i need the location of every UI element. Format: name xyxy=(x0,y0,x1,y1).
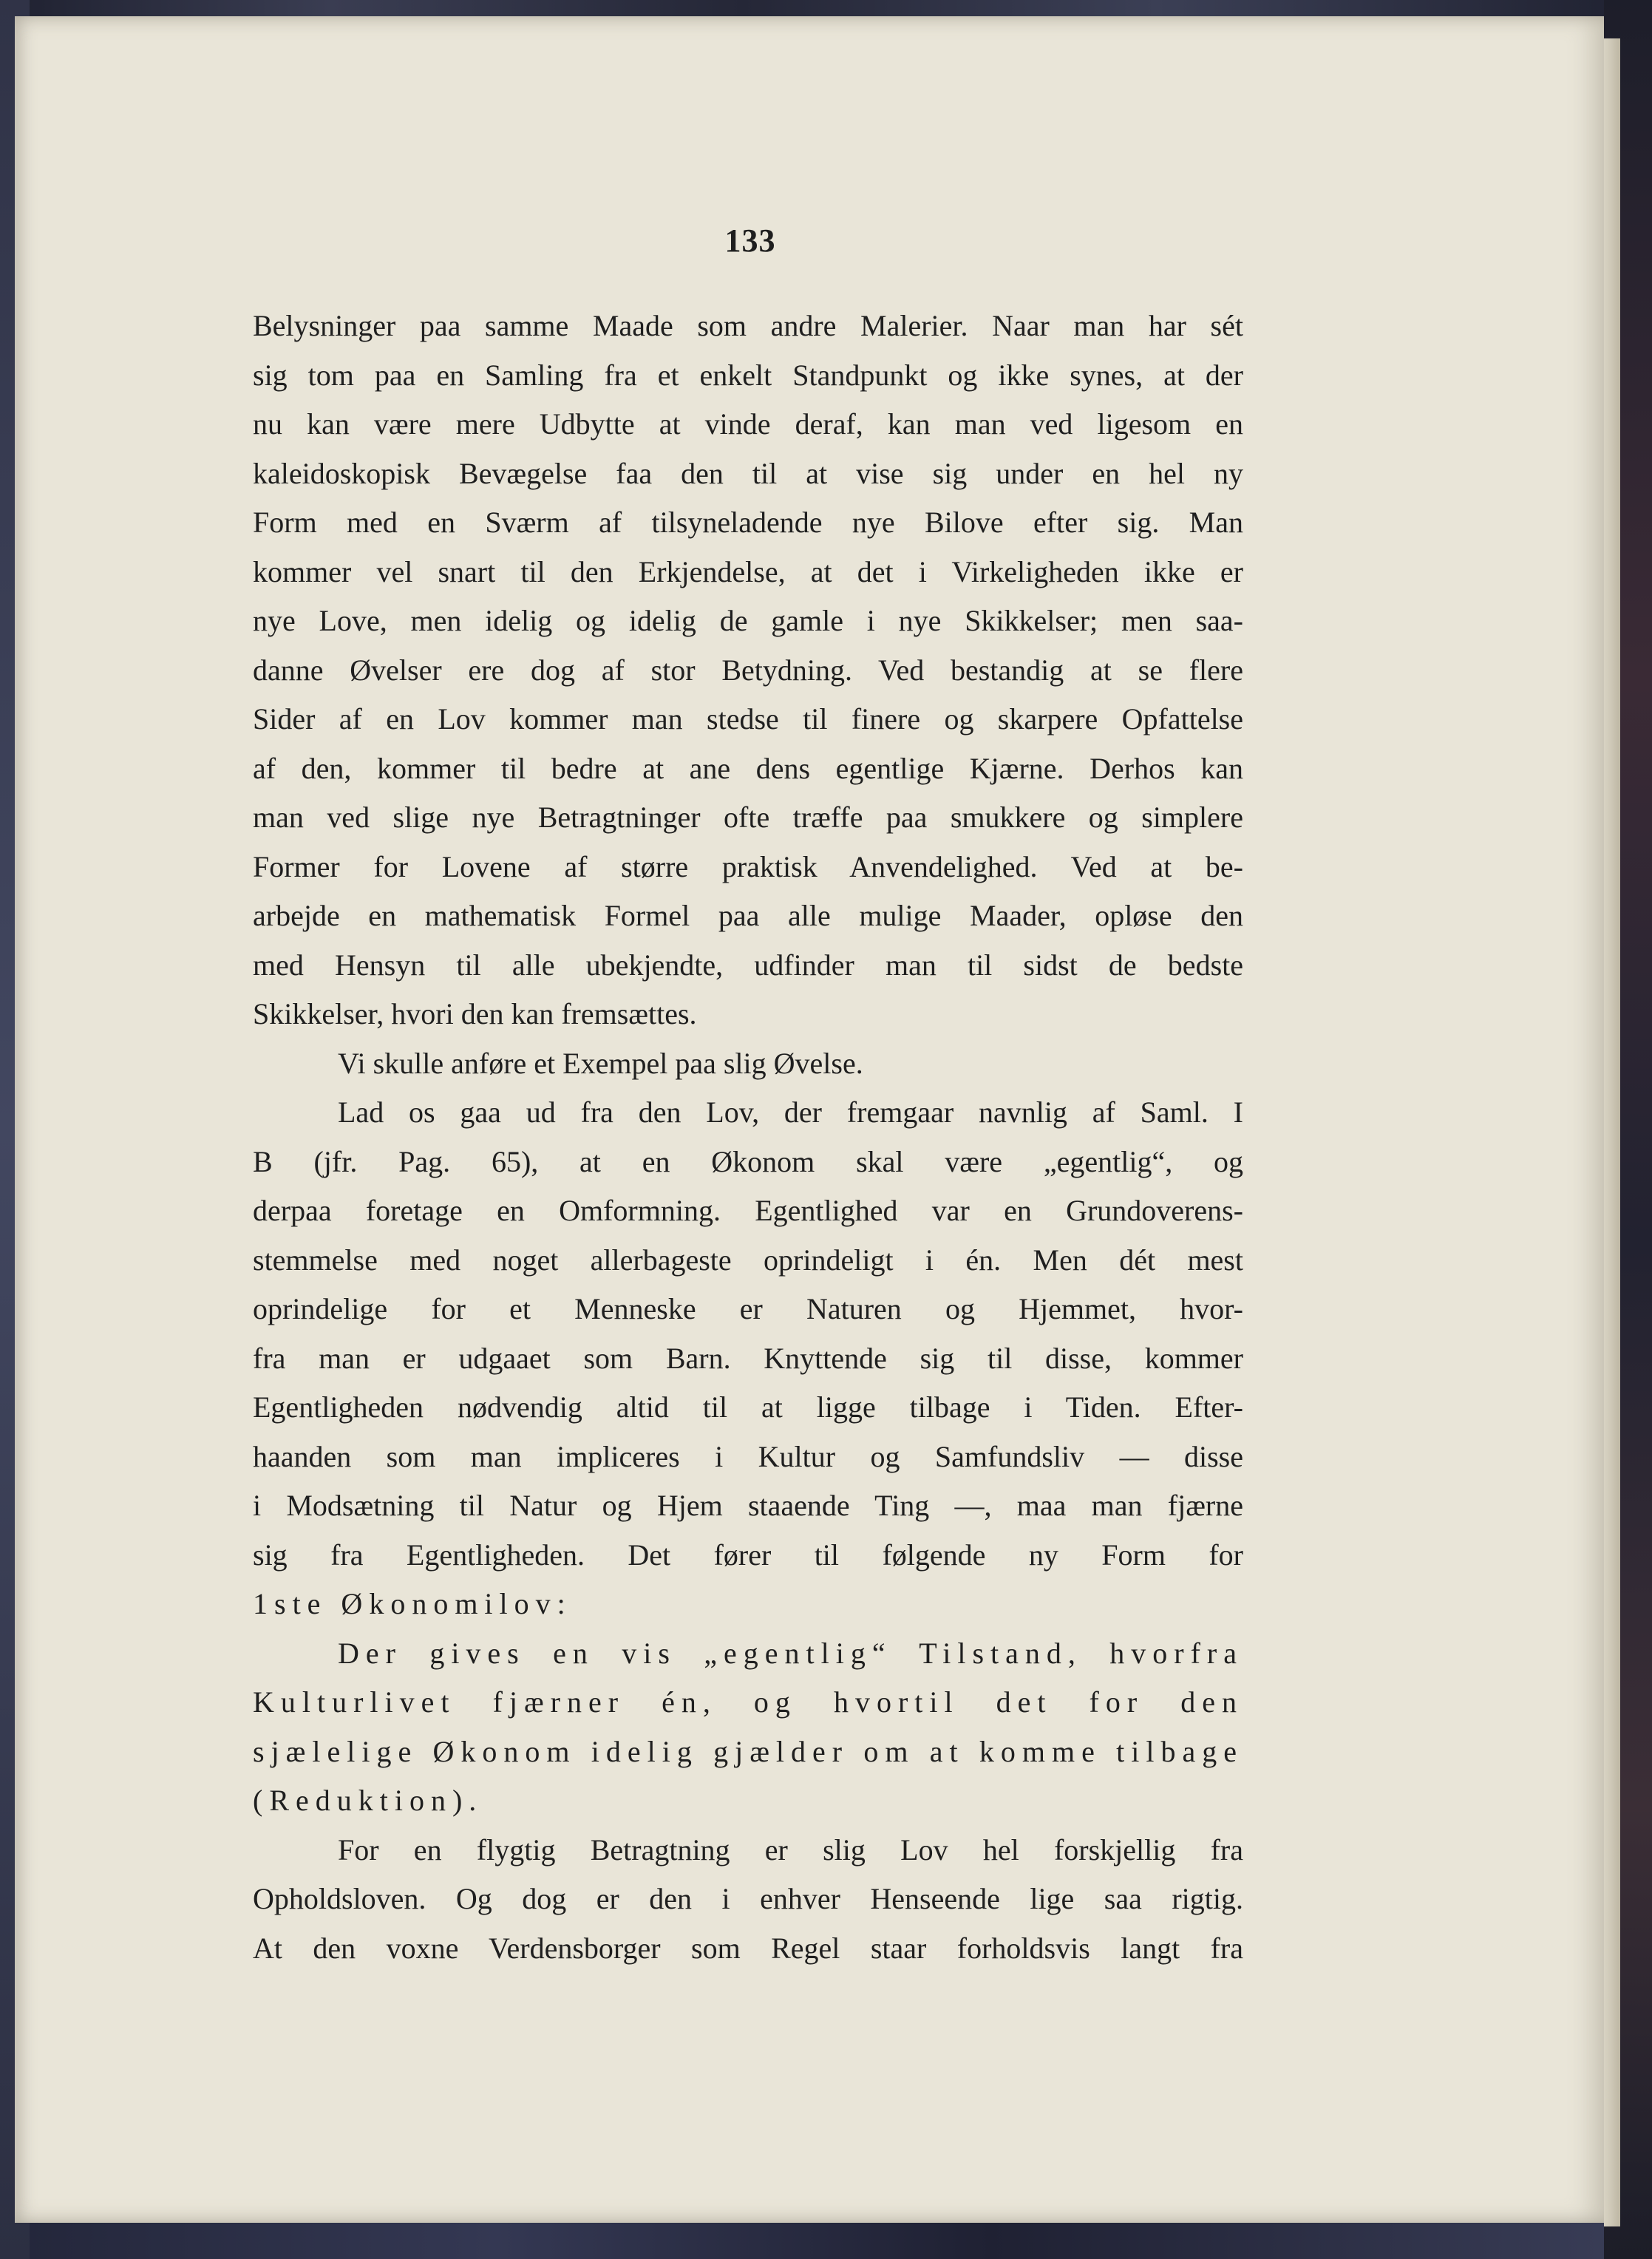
text-line: arbejde en mathematisk Formel paa alle mulige Maader, opløse den xyxy=(253,899,1243,932)
text-line: Der gives en vis „egentlig“ Tilstand, hvorfra xyxy=(338,1636,1243,1670)
book-page xyxy=(15,16,1604,2223)
text-line: Egentligheden nødvendig altid til at ligge tilbage i Tiden. Efter- xyxy=(253,1390,1243,1424)
text-line: Opholdsloven. Og dog er den i enhver Henseende lige saa rigtig. xyxy=(253,1882,1243,1915)
text-line: sig fra Egentligheden. Det fører til følgende ny Form for xyxy=(253,1538,1243,1572)
page-edge xyxy=(1604,38,1620,2226)
text-line: At den voxne Verdensborger som Regel staar forholdsvis langt fra xyxy=(253,1931,1243,1965)
text-line: sig tom paa en Samling fra et enkelt Standpunkt og ikke synes, at der xyxy=(253,358,1243,392)
text-line: af den, kommer til bedre at ane dens egentlige Kjærne. Derhos kan xyxy=(253,751,1243,785)
text-line: kommer vel snart til den Erkjendelse, at det i Virkeligheden ikke er xyxy=(253,554,1243,588)
text-line: Kulturlivet fjærner én, og hvortil det for den xyxy=(253,1685,1243,1719)
text-line: i Modsætning til Natur og Hjem staaende Ting —, maa man fjærne xyxy=(253,1489,1243,1522)
text-line: med Hensyn til alle ubekjendte, udfinder man til sidst de bedste xyxy=(253,948,1243,982)
text-line: sjælelige Økonom idelig gjælder om at komme tilbage xyxy=(253,1734,1243,1768)
text-line: 1ste Økonomilov: xyxy=(253,1587,572,1620)
text-line: For en flygtig Betragtning er slig Lov hel forskjellig fra xyxy=(338,1832,1243,1866)
page-number: 133 xyxy=(724,222,776,259)
text-line: Vi skulle anføre et Exempel paa slig Øvelse. xyxy=(338,1046,863,1080)
text-line: Lad os gaa ud fra den Lov, der fremgaar navnlig af Saml. I xyxy=(338,1095,1243,1129)
text-line: Former for Lovene af større praktisk Anvendelighed. Ved at be- xyxy=(253,849,1243,883)
text-line: derpaa foretage en Omformning. Egentlighed var en Grundoverens- xyxy=(253,1194,1243,1227)
text-line: nu kan være mere Udbytte at vinde deraf, kan man ved ligesom en xyxy=(253,407,1243,441)
text-line: fra man er udgaaet som Barn. Knyttende sig til disse, kommer xyxy=(253,1341,1243,1375)
text-line: Form med en Sværm af tilsyneladende nye Bilove efter sig. Man xyxy=(253,506,1243,539)
text-line: B (jfr. Pag. 65), at en Økonom skal være „egentlig“, og xyxy=(253,1144,1243,1178)
text-line: Sider af en Lov kommer man stedse til finere og skarpere Opfattelse xyxy=(253,702,1243,736)
text-line: man ved slige nye Betragtninger ofte træffe paa smukkere og simplere xyxy=(253,801,1243,834)
text-line: haanden som man impliceres i Kultur og Samfundsliv — disse xyxy=(253,1439,1243,1473)
text-line: Skikkelser, hvori den kan fremsættes. xyxy=(253,997,697,1030)
text-line: stemmelse med noget allerbageste oprindeligt i én. Men dét mest xyxy=(253,1243,1243,1277)
text-line: Belysninger paa samme Maade som andre Malerier. Naar man har sét xyxy=(253,309,1243,342)
text-line: nye Love, men idelig og idelig de gamle i nye Skikkelser; men saa- xyxy=(253,604,1243,637)
body-text xyxy=(253,302,1243,1973)
text-line: (Reduktion). xyxy=(253,1784,483,1817)
text-line: danne Øvelser ere dog af stor Betydning. Ved bestandig at se flere xyxy=(253,653,1243,687)
text-line: oprindelige for et Menneske er Naturen og Hjemmet, hvor- xyxy=(253,1292,1243,1325)
text-line: kaleidoskopisk Bevægelse faa den til at vise sig under en hel ny xyxy=(253,456,1243,490)
